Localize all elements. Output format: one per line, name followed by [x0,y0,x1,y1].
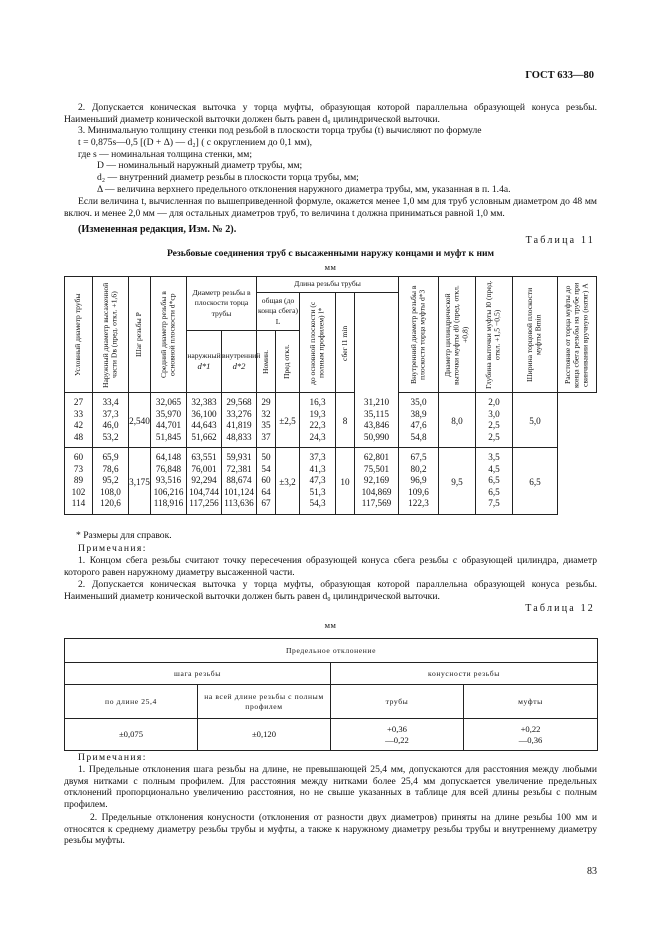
cell-length-nominal: 67 [257,498,276,514]
paragraph-min-wall: 3. Минимальную толщину стенки под резьбой в плоскости торца трубы (t) вычисляют по формуле [78,125,482,136]
table-12 [64,638,598,751]
table-12-value-pipe [331,719,464,751]
cell-to-gauge-plane: 22,3 [300,420,336,432]
cell-recess-diameter: 80,2 [399,464,439,476]
header-total-length: общая (до конца сбега) L [257,293,300,331]
pipe-upper: +0,36 [387,724,407,735]
cell-face-width: 6,5 [476,487,513,499]
cell-length-tolerance: ±2,5 [276,393,300,448]
paragraph-conical-recess: 2. Допускается коническая выточка у торца муфты, образующая которой параллельна образующей конуса резьбы. Наименьший диаметр конической выточки должен быть равен d₀ цилиндрической выточки. [64,102,597,125]
cell-upset-diameter: 46,0 [93,420,129,432]
cell-upset-diameter: 120,6 [93,498,129,514]
cell-recess-diameter: 47,6 [399,420,439,432]
header-outer-d1: наружный d*1 [187,331,222,393]
definition-s: где s — номинальная толщина стенки, мм; [78,149,252,160]
standard-number: ГОСТ 633—80 [525,70,594,81]
header-upset-diameter: Наружный диаметр высаженной части Dв (пред. откл. +1,6) [93,277,129,393]
header-recess-diameter: Диаметр цилиндрической выточки муфты d0 (пред. откл. +0,8) [439,277,476,393]
header-length-nominal: Номин. [257,331,276,393]
table-11-notes-title: Примечания: [78,543,147,554]
cell-pitch-diameter: 44,701 [151,420,187,432]
cell-upset-diameter: 53,2 [93,432,129,448]
table-12-header-full-length: на всей длине резьбы с полным профилем [198,685,331,719]
table-12-header-pipe: трубы [331,685,464,719]
cell-nominal-diameter: 60 [65,448,93,464]
cell-inner-d2: 88,674 [222,475,257,487]
cell-outer-d1: 36,100 [187,409,222,421]
cell-face-width: 3,0 [476,409,513,421]
table-12-header-25-4: по длине 25,4 [65,685,198,719]
definition-d2: d₂ — внутренний диаметр резьбы в плоскости торца трубы, мм; [97,172,359,183]
header-pipe-end-diameter: Диаметр резьбы в плоскости торца трубы [187,277,257,331]
table-12-value-coupling [464,719,598,751]
header-nominal-diameter: Условный диаметр трубы [65,277,93,393]
cell-length-nominal: 54 [257,464,276,476]
cell-runout: 10 [336,448,355,515]
cell-length-nominal: 37 [257,432,276,448]
table-12-header-deviation: Предельное отклонение [65,639,598,663]
cell-coupling-inner-diameter: 104,869 [355,487,399,499]
cell-upset-diameter: 33,4 [93,393,129,409]
cell-face-width: 2,0 [476,393,513,409]
cell-length-nominal: 64 [257,487,276,499]
cell-nominal-diameter: 42 [65,420,93,432]
table-12-note-2: 2. Предельные отклонения конусности (отклонения от разности двух диаметров) приняты на длине резьбы 100 мм и относятся к среднему диаметру резьбы трубы и муфты, а также к наружному диаметру резьбы трубы и внутреннему диаметру резьбы муфты. [64,812,597,846]
table-11-unit: мм [324,262,337,272]
table-11 [64,276,597,515]
cell-recess-depth: 8,0 [439,393,476,448]
table-11-caption: Таблица 11 [525,235,595,246]
table-12-caption: Таблица 12 [525,603,595,614]
cell-pitch-diameter: 51,845 [151,432,187,448]
cell-length-nominal: 29 [257,393,276,409]
cell-recess-diameter: 67,5 [399,448,439,464]
cell-inner-d2: 33,276 [222,409,257,421]
cell-length-nominal: 32 [257,409,276,421]
header-pitch-diameter: Средний диаметр резьбы в основной плоскости d*ср [151,277,187,393]
cell-inner-d2: 101,124 [222,487,257,499]
amendment-note: (Измененная редакция, Изм. № 2). [78,224,237,235]
cell-coupling-inner-diameter: 117,569 [355,498,399,514]
cell-upset-diameter: 65,9 [93,448,129,464]
cell-to-gauge-plane: 19,3 [300,409,336,421]
cell-face-width: 2,5 [476,420,513,432]
cell-nominal-diameter: 73 [65,464,93,476]
cell-recess-diameter: 38,9 [399,409,439,421]
header-inner-d2: внутренний d*2 [222,331,257,393]
header-pitch: Шаг резьбы P [129,277,151,393]
table-12-value-full: ±0,120 [198,719,331,751]
cell-recess-diameter: 35,0 [399,393,439,409]
page-number: 83 [587,866,597,877]
cell-pitch-diameter: 64,148 [151,448,187,464]
cell-upset-diameter: 108,0 [93,487,129,499]
cell-inner-d2: 48,833 [222,432,257,448]
cell-length-nominal: 60 [257,475,276,487]
table-12-note-1: 1. Предельные отклонения шага резьбы на длине, не превышающей 25,4 мм, допускаются для расстояния между любыми двумя нитками с полным профилем. Для расстояния между нитками более 25,4 мм допускается увеличение предельных отклонений пропорционально увеличению расстояния, но не свыше указанных в таблице для всей длины резьбы с полным профилем. [64,764,597,810]
header-face-width: Ширина торцовой плоскости муфты Bmin [513,277,558,393]
table-11-title: Резьбовые соединения труб с высаженными наружу концами и муфт к ним [166,248,495,259]
table-12-value-25-4: ±0,075 [65,719,198,751]
cell-to-gauge-plane: 24,3 [300,432,336,448]
cell-upset-diameter: 37,3 [93,409,129,421]
cell-coupling-inner-diameter: 31,210 [355,393,399,409]
cell-to-gauge-plane: 41,3 [300,464,336,476]
cell-length-tolerance: ±3,2 [276,448,300,515]
cell-inner-d2: 41,819 [222,420,257,432]
cell-coupling-inner-diameter: 75,501 [355,464,399,476]
cell-upset-diameter: 95,2 [93,475,129,487]
cell-inner-d2: 72,381 [222,464,257,476]
cell-length-nominal: 35 [257,420,276,432]
cell-coupling-inner-diameter: 50,990 [355,432,399,448]
header-recess-depth: Глубина выточки муфты l0 (пред. откл. +1,5 −0,5) [476,277,513,393]
cell-outer-d1: 117,256 [187,498,222,514]
cell-recess-diameter: 54,8 [399,432,439,448]
cell-face-width: 2,5 [476,432,513,448]
table-12-header-coupling: муфты [464,685,598,719]
cell-face-width: 4,5 [476,464,513,476]
cell-outer-d1: 104,744 [187,487,222,499]
cell-coupling-inner-diameter: 43,846 [355,420,399,432]
cell-nominal-diameter: 27 [65,393,93,409]
cell-pitch-diameter: 35,970 [151,409,187,421]
cell-recess-diameter: 96,9 [399,475,439,487]
cell-face-width: 7,5 [476,498,513,514]
cell-outer-d1: 63,551 [187,448,222,464]
cell-pitch-diameter: 93,516 [151,475,187,487]
cell-upset-diameter: 78,6 [93,464,129,476]
cell-to-gauge-plane: 47,3 [300,475,336,487]
cell-pitch: 2,540 [129,393,151,448]
table-11-note-1: 1. Концом сбега резьбы считают точку пересечения образующей конуса сбега резьбы с образующей цилиндра, диаметр которого равен наружному диаметру высаженной части. [64,555,597,578]
header-length-tolerance: Пред откл. [276,331,300,393]
cell-coupling-inner-diameter: 35,115 [355,409,399,421]
header-thread-length: Длина резьбы трубы [257,277,399,293]
cell-nominal-diameter: 114 [65,498,93,514]
cell-length-nominal: 50 [257,448,276,464]
definition-d: D — номинальный наружный диаметр трубы, мм; [97,160,303,171]
cell-make-up-distance: 6,5 [513,448,558,515]
cell-outer-d1: 32,383 [187,393,222,409]
table-11-note-2: 2. Допускается коническая выточка у торца муфты, образующая которой параллельна образующей конуса резьбы. Наименьший диаметр конической выточки должен быть равен d₀ цилиндрической выточки. [64,579,597,602]
cell-outer-d1: 76,001 [187,464,222,476]
cell-outer-d1: 51,662 [187,432,222,448]
table-12-header-pitch: шага резьбы [65,663,331,685]
coupling-upper: +0,22 [520,724,541,735]
cell-recess-diameter: 109,6 [399,487,439,499]
cell-recess-diameter: 122,3 [399,498,439,514]
cell-coupling-inner-diameter: 62,801 [355,448,399,464]
cell-inner-d2: 59,931 [222,448,257,464]
cell-outer-d1: 92,294 [187,475,222,487]
cell-to-gauge-plane: 54,3 [300,498,336,514]
cell-runout: 8 [336,393,355,448]
header-make-up-distance: Расстояние от торца муфты до конца сбега резьбы на трубе при свинчивании вручную (натяг) A [558,277,597,393]
cell-nominal-diameter: 89 [65,475,93,487]
formula: t = 0,875s—0,5 [(D + Δ) — d₂] ( с округлением до 0,1 мм), [78,137,313,148]
cell-pitch: 3,175 [129,448,151,515]
cell-face-width: 6,5 [476,475,513,487]
cell-to-gauge-plane: 37,3 [300,448,336,464]
cell-to-gauge-plane: 51,3 [300,487,336,499]
header-coupling-inner-diameter: Внутренний диаметр резьбы в плоскости торца муфты d*3 [399,277,439,393]
cell-nominal-diameter: 33 [65,409,93,421]
coupling-lower: —0,36 [518,734,543,745]
table-11-footnote: * Размеры для справок. [76,530,172,541]
table-12-header-taper: конусности резьбы [331,663,598,685]
cell-recess-depth: 9,5 [439,448,476,515]
table-12-unit: мм [324,620,337,630]
cell-to-gauge-plane: 16,3 [300,393,336,409]
cell-make-up-distance: 5,0 [513,393,558,448]
cell-pitch-diameter: 118,916 [151,498,187,514]
cell-inner-d2: 113,636 [222,498,257,514]
pipe-lower: —0,22 [385,734,409,745]
cell-pitch-diameter: 32,065 [151,393,187,409]
cell-coupling-inner-diameter: 92,169 [355,475,399,487]
cell-inner-d2: 29,568 [222,393,257,409]
paragraph-t-value: Если величина t, вычисленная по вышеприведенной формуле, окажется менее 1,0 мм для труб условным диаметром до 48 мм включ. и менее 2,0 мм — для остальных диаметров труб, то величина t должна приниматься равной 1,0 мм. [64,196,597,219]
header-to-gauge-plane: до основной плоскости (с полным профилем) l* [300,293,336,393]
header-runout: сбег l1 min [336,293,355,393]
cell-nominal-diameter: 102 [65,487,93,499]
cell-outer-d1: 44,643 [187,420,222,432]
cell-nominal-diameter: 48 [65,432,93,448]
cell-face-width: 3,5 [476,448,513,464]
cell-pitch-diameter: 106,216 [151,487,187,499]
cell-pitch-diameter: 76,848 [151,464,187,476]
definition-delta: Δ — величина верхнего предельного отклонения наружного диаметра трубы, мм, указанная в п. 1.4а. [97,184,511,195]
table-12-notes-title: Примечания: [78,752,147,763]
